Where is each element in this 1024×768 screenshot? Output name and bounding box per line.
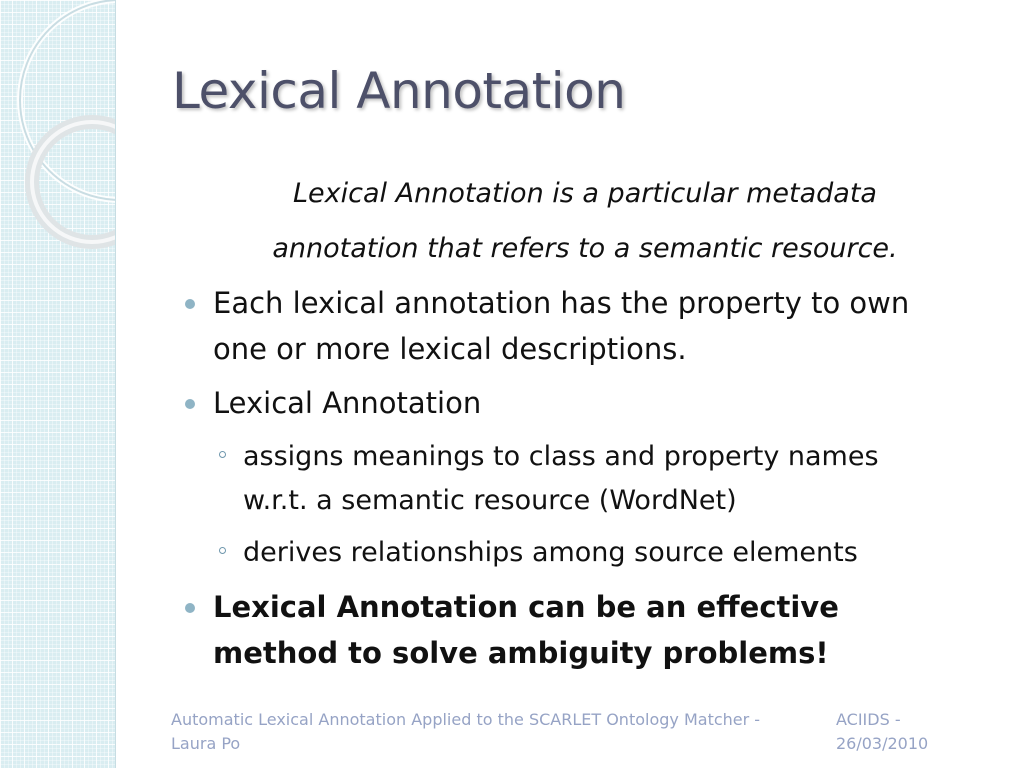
footer-left-line-1: Automatic Lexical Annotation Applied to the SCARLET Ontology Matcher - xyxy=(171,710,761,729)
footer-right-line-2: 26/03/2010 xyxy=(836,734,929,753)
bullet-line: method to solve ambiguity problems! xyxy=(213,636,829,670)
footer-presentation-info xyxy=(171,708,791,756)
sub-bullet-line: w.r.t. a semantic resource (WordNet) xyxy=(243,485,737,516)
sub-bullet-item xyxy=(243,435,983,523)
intro-line-1: Lexical Annotation is a particular metadata xyxy=(293,178,877,209)
bullet-item-emphasis xyxy=(213,584,993,676)
bullet-dot-icon xyxy=(185,399,195,409)
bullet-line: Lexical Annotation can be an effective xyxy=(213,590,839,624)
bullet-line: Lexical Annotation xyxy=(213,386,482,420)
bullet-item xyxy=(213,380,993,426)
bullet-item xyxy=(213,280,993,372)
sub-bullet-ring-icon xyxy=(219,547,226,554)
sub-bullet-ring-icon xyxy=(219,451,226,458)
sub-bullet-line: assigns meanings to class and property names xyxy=(243,441,879,472)
footer-event-date xyxy=(836,708,946,756)
bullet-line: one or more lexical descriptions. xyxy=(213,332,687,366)
bullet-line: Each lexical annotation has the property to own xyxy=(213,286,910,320)
bullet-dot-icon xyxy=(185,299,195,309)
footer-right-line-1: ACIIDS - xyxy=(836,710,901,729)
sub-bullet-line: derives relationships among source elements xyxy=(243,537,858,568)
intro-line-2: annotation that refers to a semantic resource. xyxy=(272,233,898,264)
slide-title: Lexical Annotation xyxy=(172,62,626,120)
sub-bullet-item xyxy=(243,531,983,575)
footer-left-line-2: Laura Po xyxy=(171,734,241,753)
bullet-dot-icon xyxy=(185,603,195,613)
